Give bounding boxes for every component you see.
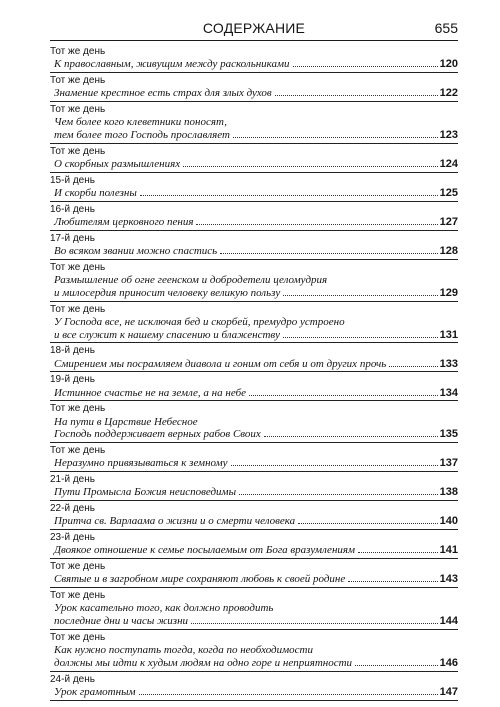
toc-entry-title-line: Урок касательно того, как должно проводить xyxy=(54,602,274,615)
toc-entry-title-line xyxy=(50,657,458,670)
toc-entry-title-text: последние дни и часы жизни xyxy=(54,615,189,628)
toc-entry[interactable] xyxy=(50,630,458,672)
toc-entry-title-text: тем более того Господь прославляет xyxy=(54,129,230,141)
toc-entry-day: Тот же день xyxy=(50,445,106,457)
toc-entry[interactable] xyxy=(50,443,458,472)
toc-entry-title-line: Как нужно поступать тогда, когда по необходимости xyxy=(54,644,313,657)
toc-entry-title-line xyxy=(50,615,458,628)
toc-entry-page-number[interactable]: 140 xyxy=(439,515,458,528)
toc-entry-title-line xyxy=(50,187,458,200)
dot-leader xyxy=(283,295,437,296)
toc-entry[interactable] xyxy=(50,144,458,173)
toc-entry-title-line xyxy=(50,428,458,441)
page-title: СОДЕРЖАНИЕ xyxy=(202,20,306,36)
toc-entry-day: 15-й день xyxy=(50,174,95,186)
dot-leader xyxy=(389,366,437,367)
toc-entry-title-line: На пути в Царствие Небесное xyxy=(54,415,198,428)
toc-entry-title-line xyxy=(50,287,458,300)
toc-entry-day: Тот же день xyxy=(50,590,106,602)
toc-entry-day: Тот же день xyxy=(50,303,106,315)
dot-leader xyxy=(348,581,437,582)
dot-leader xyxy=(275,95,438,96)
dot-leader xyxy=(298,523,437,524)
toc-entry-page-number[interactable]: 131 xyxy=(439,328,458,341)
toc-entry[interactable] xyxy=(50,401,458,443)
toc-entry[interactable] xyxy=(50,260,458,302)
toc-entry-title-text: Притча св. Варлаама о жизни и о смерти человека xyxy=(54,515,296,528)
toc-entry-page-number[interactable]: 134 xyxy=(439,386,458,399)
dot-leader xyxy=(139,694,438,695)
toc-entry-title-text: Во всяком звании можно спастись xyxy=(54,245,218,257)
toc-entry-day: Тот же день xyxy=(50,104,106,115)
toc-entry-title-text: Истинное счастье не на земле, а на небе xyxy=(54,386,247,399)
dot-leader xyxy=(239,494,438,495)
toc-entry-title-line xyxy=(50,686,458,699)
dot-leader xyxy=(264,436,438,437)
toc-entry-title-text: и милосердия приносит человеку великую пользу xyxy=(54,286,281,299)
toc-entry-day: 22-й день xyxy=(50,503,95,515)
toc-entry-title-text: Урок грамотным xyxy=(54,685,136,698)
toc-entry-title-line xyxy=(50,457,458,470)
toc-entry-title-text: Смирением мы посрамляем диавола и гоним от себя и от других прочь xyxy=(54,357,387,370)
toc-entry[interactable] xyxy=(50,672,458,701)
toc-entry[interactable] xyxy=(50,372,458,401)
dot-leader xyxy=(355,665,438,666)
toc-entry-day: 16-й день xyxy=(50,203,95,215)
toc-entry-page-number[interactable]: 146 xyxy=(439,656,458,669)
toc-entry-page-number[interactable]: 138 xyxy=(439,486,458,499)
toc-entry[interactable] xyxy=(50,302,458,344)
toc-entry-title-line: У Господа все, не исключая бед и скорбей, премудро устроено xyxy=(54,315,345,328)
toc-entry-title-text: Любителям церковного пения xyxy=(54,216,194,228)
toc-entry-day: Тот же день xyxy=(50,561,106,573)
toc-entry-title-line xyxy=(50,387,458,400)
toc-entry-day: Тот же день xyxy=(50,75,106,86)
toc-entry-title-line xyxy=(50,58,458,71)
toc-entry-title-text: Святые и в загробном мире сохраняют любовь к своей родине xyxy=(54,573,346,586)
dot-leader xyxy=(249,395,438,396)
toc-entry-title-text: должны мы идти к худым людям на одно горе и неприятности xyxy=(54,656,353,669)
toc-entry-day: 18-й день xyxy=(50,345,95,357)
toc-entry[interactable] xyxy=(50,231,458,260)
toc-entry-page-number[interactable]: 128 xyxy=(439,245,458,257)
toc-entry-day: Тот же день xyxy=(50,46,106,57)
toc-entry-day: 21-й день xyxy=(50,474,95,486)
toc-entry-page-number[interactable]: 127 xyxy=(439,216,458,228)
dot-leader xyxy=(183,166,438,167)
toc-entry-page-number[interactable]: 141 xyxy=(439,544,458,557)
toc-entry-title-line: Чем более кого клеветники поносят, xyxy=(54,116,227,129)
toc-entry-title-line xyxy=(50,216,458,229)
toc-entry-page-number[interactable]: 122 xyxy=(439,87,458,100)
toc-entry-page-number[interactable]: 144 xyxy=(439,615,458,628)
toc-entry-title-line: Размышление об огне геенском и добродетели целомудрия xyxy=(54,274,328,286)
toc-entry-day: 23-й день xyxy=(50,532,95,544)
toc-entry-page-number[interactable]: 135 xyxy=(439,428,458,441)
page-header xyxy=(50,18,458,41)
table-of-contents xyxy=(50,44,458,701)
toc-entry[interactable] xyxy=(50,44,458,73)
toc-entry-page-number[interactable]: 143 xyxy=(439,573,458,586)
toc-entry-day: Тот же день xyxy=(50,261,106,273)
page-number: 655 xyxy=(434,20,458,36)
toc-entry-page-number[interactable]: 125 xyxy=(439,187,458,199)
toc-entry-title-text: Знамение крестное есть страх для злых духов xyxy=(54,87,272,100)
toc-entry-page-number[interactable]: 129 xyxy=(439,286,458,299)
toc-entry[interactable] xyxy=(50,173,458,202)
toc-entry-title-text: Двоякое отношение к семье посылаемым от Бога вразумлениям xyxy=(54,544,356,557)
dot-leader xyxy=(191,623,438,624)
toc-entry[interactable] xyxy=(50,102,458,144)
toc-entry-title-line xyxy=(50,129,458,142)
dot-leader xyxy=(196,224,437,225)
dot-leader xyxy=(140,195,438,196)
toc-entry-page-number[interactable]: 133 xyxy=(439,357,458,370)
toc-entry-title-line xyxy=(50,87,458,100)
toc-entry-title-line xyxy=(50,544,458,557)
toc-entry-title-text: Господь поддерживает верных рабов Своих xyxy=(54,428,261,441)
toc-entry[interactable] xyxy=(50,501,458,530)
dot-leader xyxy=(283,337,438,338)
toc-entry-day: Тот же день xyxy=(50,403,106,415)
toc-entry-page-number[interactable]: 124 xyxy=(439,158,458,170)
dot-leader xyxy=(233,137,438,138)
dot-leader xyxy=(231,465,438,466)
toc-entry-title-text: Пути Промысла Божия неисповедимы xyxy=(54,486,237,499)
toc-entry-day: Тот же день xyxy=(50,145,106,157)
toc-entry[interactable] xyxy=(50,530,458,559)
toc-entry-title-text: Неразумно привязываться к земному xyxy=(54,457,228,470)
toc-entry-day: 24-й день xyxy=(50,673,95,685)
toc-entry[interactable] xyxy=(50,202,458,231)
toc-entry-day: 17-й день xyxy=(50,232,95,244)
toc-entry-title-text: И скорби полезны xyxy=(54,187,137,199)
toc-entry-title-line xyxy=(50,515,458,528)
toc-entry-title-text: О скорбных размышлениях xyxy=(54,158,181,170)
toc-entry[interactable] xyxy=(50,73,458,102)
toc-entry-title-line xyxy=(50,358,458,371)
toc-entry-title-line xyxy=(50,158,458,171)
toc-entry-title-line xyxy=(50,573,458,586)
toc-entry[interactable] xyxy=(50,343,458,372)
toc-entry-page-number[interactable]: 147 xyxy=(439,685,458,698)
toc-entry-title-line xyxy=(50,486,458,499)
toc-entry-page-number[interactable]: 120 xyxy=(439,58,458,71)
toc-entry-page-number[interactable]: 123 xyxy=(439,129,458,141)
toc-entry-title-line xyxy=(50,245,458,258)
dot-leader xyxy=(358,552,438,553)
dot-leader xyxy=(293,66,438,67)
toc-entry[interactable] xyxy=(50,559,458,588)
dot-leader xyxy=(220,253,437,254)
toc-entry-page-number[interactable]: 137 xyxy=(439,457,458,470)
toc-entry-title-text: К православным, живущим между раскольниками xyxy=(54,58,290,71)
toc-entry-day: Тот же день xyxy=(50,631,106,643)
toc-entry-day: 19-й день xyxy=(50,374,95,386)
toc-entry[interactable] xyxy=(50,472,458,501)
toc-entry-title-text: и все служит к нашему спасению и блаженству xyxy=(54,328,281,341)
toc-entry[interactable] xyxy=(50,588,458,630)
toc-entry-title-line xyxy=(50,329,458,342)
